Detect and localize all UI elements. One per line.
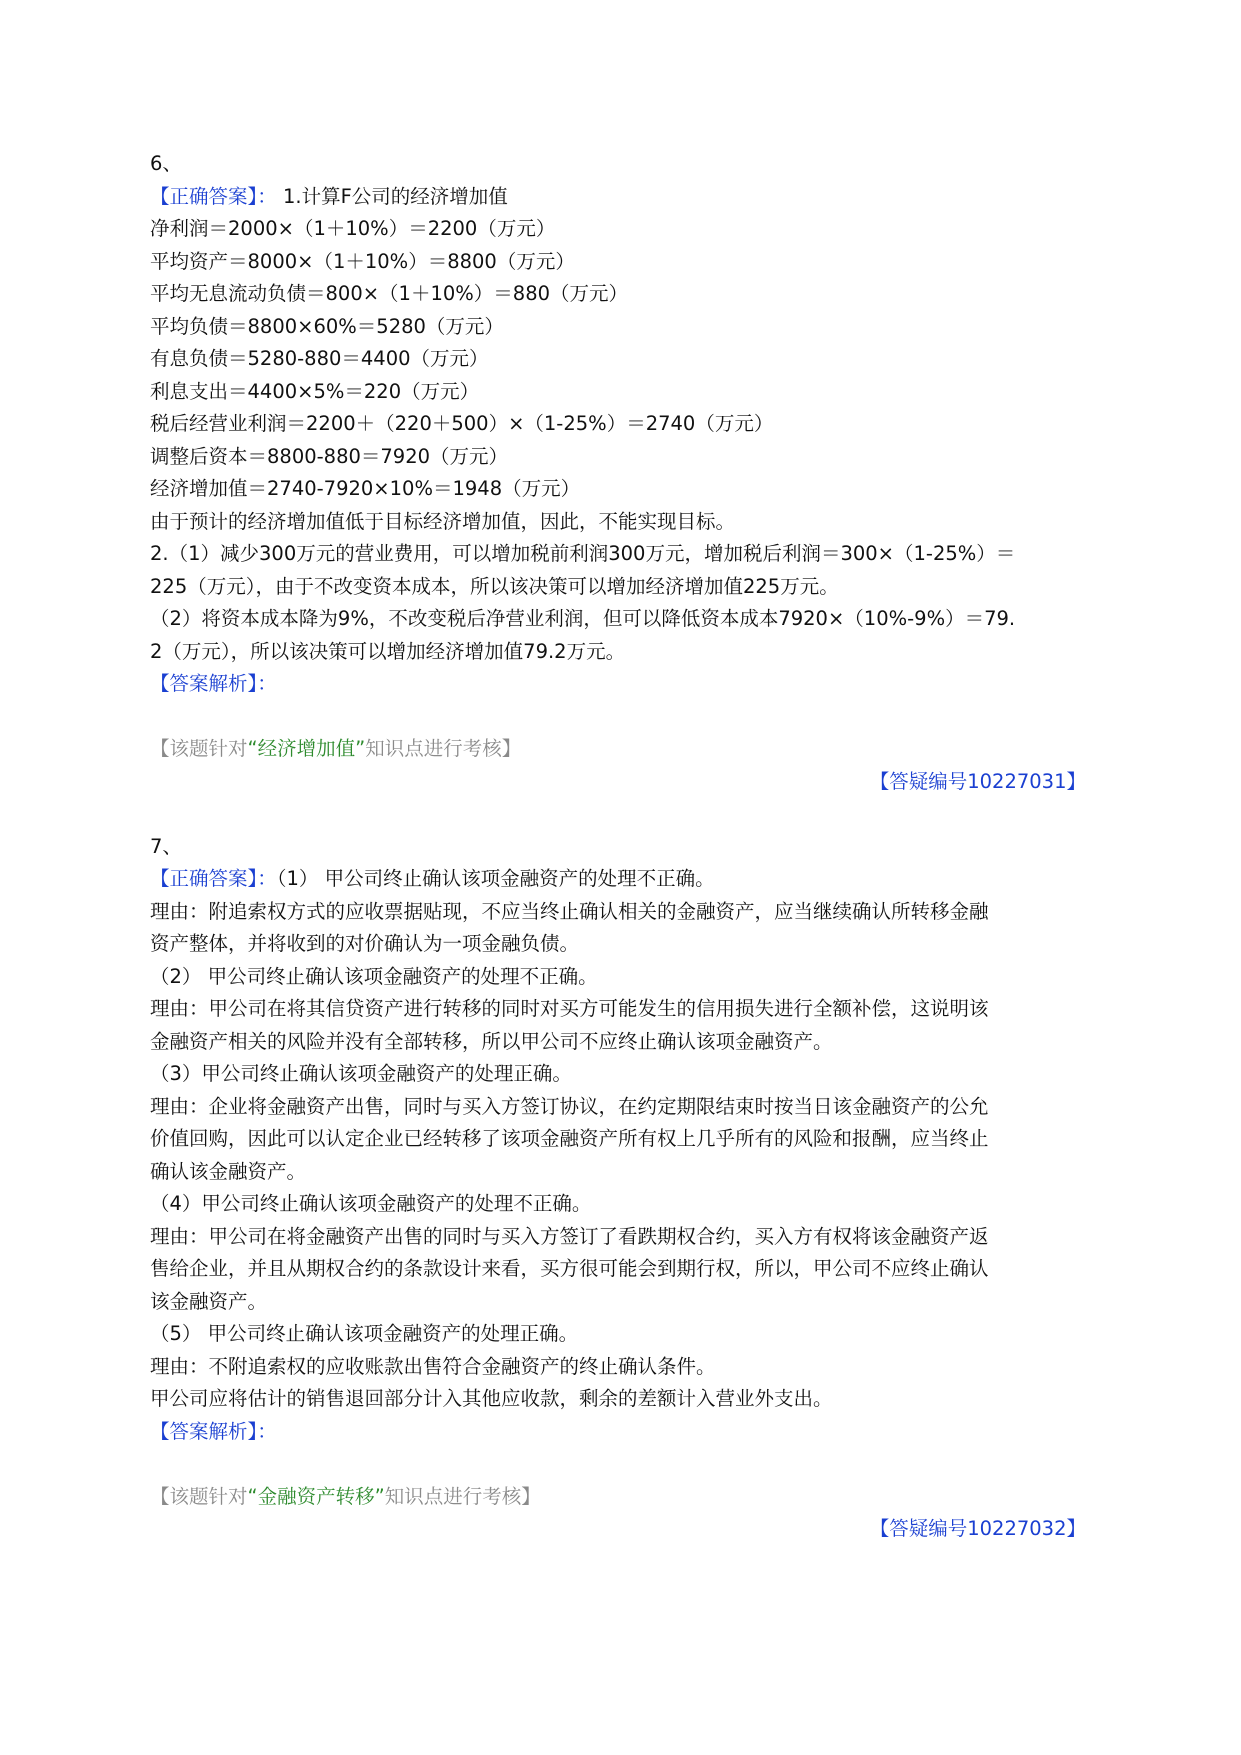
body-line: 售给企业，并且从期权合约的条款设计来看，买方很可能会到期行权，所以，甲公司不应终止确认 <box>150 1257 989 1280</box>
note-suffix: 知识点进行考核】 <box>384 1484 541 1508</box>
note-prefix: 【该题针对 <box>150 737 248 760</box>
body-line: 平均负债＝8800×60%＝5280（万元） <box>150 314 504 338</box>
question-6-answer-line <box>150 181 1100 214</box>
body-line: （5） 甲公司终止确认该项金融资产的处理正确。 <box>150 1322 579 1345</box>
body-line: 金融资产相关的风险并没有全部转移，所以甲公司不应终止确认该项金融资产。 <box>150 1029 833 1053</box>
body-line: （4）甲公司终止确认该项金融资产的处理不正确。 <box>150 1192 592 1215</box>
note-keyword-link[interactable]: “金融资产转移” <box>247 1484 385 1508</box>
body-line: （3）甲公司终止确认该项金融资产的处理正确。 <box>150 1062 572 1085</box>
body-line: 利息支出＝4400×5%＝220（万元） <box>150 379 480 403</box>
body-line: 调整后资本＝8800-880＝7920（万元） <box>150 444 509 468</box>
question-7-number: 7、 <box>150 834 182 858</box>
body-line: 该金融资产。 <box>150 1289 268 1313</box>
question-7-body <box>150 896 1100 1416</box>
body-line: 价值回购，因此可以认定企业已经转移了该项金融资产所有权上几乎所有的风险和报酬，应当终止 <box>150 1127 989 1150</box>
question-7-answer-line <box>150 863 1100 896</box>
answer-analysis-tag: 【答案解析】： <box>150 672 277 695</box>
body-line: 有息负债＝5280-880＝4400（万元） <box>150 347 489 370</box>
knowledge-point-note <box>150 733 1100 766</box>
body-line: 理由：甲公司在将金融资产出售的同时与买入方签订了看跌期权合约，买入方有权将该金融资产返 <box>150 1224 989 1248</box>
body-line: 甲公司应将估计的销售退回部分计入其他应收款，剩余的差额计入营业外支出。 <box>150 1387 833 1410</box>
note-keyword-link[interactable]: “经济增加值” <box>247 737 366 760</box>
correct-answer-tag: 【正确答案】： <box>150 867 277 890</box>
body-line: 225（万元），由于不改变资本成本，所以该决策可以增加经济增加值225万元。 <box>150 574 839 598</box>
body-line: （2） 甲公司终止确认该项金融资产的处理不正确。 <box>150 964 598 988</box>
body-line: 资产整体，并将收到的对价确认为一项金融负债。 <box>150 932 580 955</box>
question-reference-number: 【答疑编号10227032】 <box>869 1517 1086 1540</box>
knowledge-point-note <box>150 1481 1100 1514</box>
body-line: 2（万元），所以该决策可以增加经济增加值79.2万元。 <box>150 639 626 663</box>
question-6-body <box>150 213 1100 668</box>
note-prefix: 【该题针对 <box>150 1484 248 1508</box>
body-line: 平均无息流动负债＝800×（1＋10%）＝880（万元） <box>150 282 629 305</box>
body-line: 平均资产＝8000×（1＋10%）＝8800（万元） <box>150 249 575 273</box>
answer-head-text: （1） 甲公司终止确认该项金融资产的处理不正确。 <box>276 867 715 890</box>
body-line: 净利润＝2000×（1＋10%）＝2200（万元） <box>150 217 556 240</box>
body-line: 确认该金融资产。 <box>150 1159 307 1183</box>
body-line: （2）将资本成本降为9%，不改变税后净营业利润，但可以降低资本成本7920×（10%-9%）＝79. <box>150 607 1016 630</box>
body-line: 理由：甲公司在将其信贷资产进行转移的同时对买方可能发生的信用损失进行全额补偿，这说明该 <box>150 997 989 1020</box>
body-line: 由于预计的经济增加值低于目标经济增加值，因此，不能实现目标。 <box>150 509 736 533</box>
body-line: 理由：附追索权方式的应收票据贴现，不应当终止确认相关的金融资产，应当继续确认所转移金融 <box>150 899 989 923</box>
correct-answer-tag: 【正确答案】： <box>150 184 277 208</box>
spacer <box>150 701 1100 734</box>
body-line: 税后经营业利润＝2200＋（220＋500）×（1-25%）＝2740（万元） <box>150 412 774 435</box>
answer-analysis-tag: 【答案解析】： <box>150 1419 277 1443</box>
question-reference-number: 【答疑编号10227031】 <box>869 769 1086 793</box>
question-6-number: 6、 <box>150 152 182 175</box>
body-line: 经济增加值＝2740-7920×10%＝1948（万元） <box>150 477 581 500</box>
answer-head-text: 1.计算F公司的经济增加值 <box>276 184 508 208</box>
note-suffix: 知识点进行考核】 <box>365 737 522 760</box>
body-line: 2.（1）减少300万元的营业费用，可以增加税前利润300万元，增加税后利润＝300×（1-25%）＝ <box>150 542 1016 565</box>
document-page <box>150 148 1100 1546</box>
spacer <box>150 798 1100 831</box>
body-line: 理由：不附追索权的应收账款出售符合金融资产的终止确认条件。 <box>150 1354 716 1378</box>
body-line: 理由：企业将金融资产出售，同时与买入方签订协议，在约定期限结束时按当日该金融资产的公允 <box>150 1094 989 1118</box>
spacer <box>150 1448 1100 1481</box>
